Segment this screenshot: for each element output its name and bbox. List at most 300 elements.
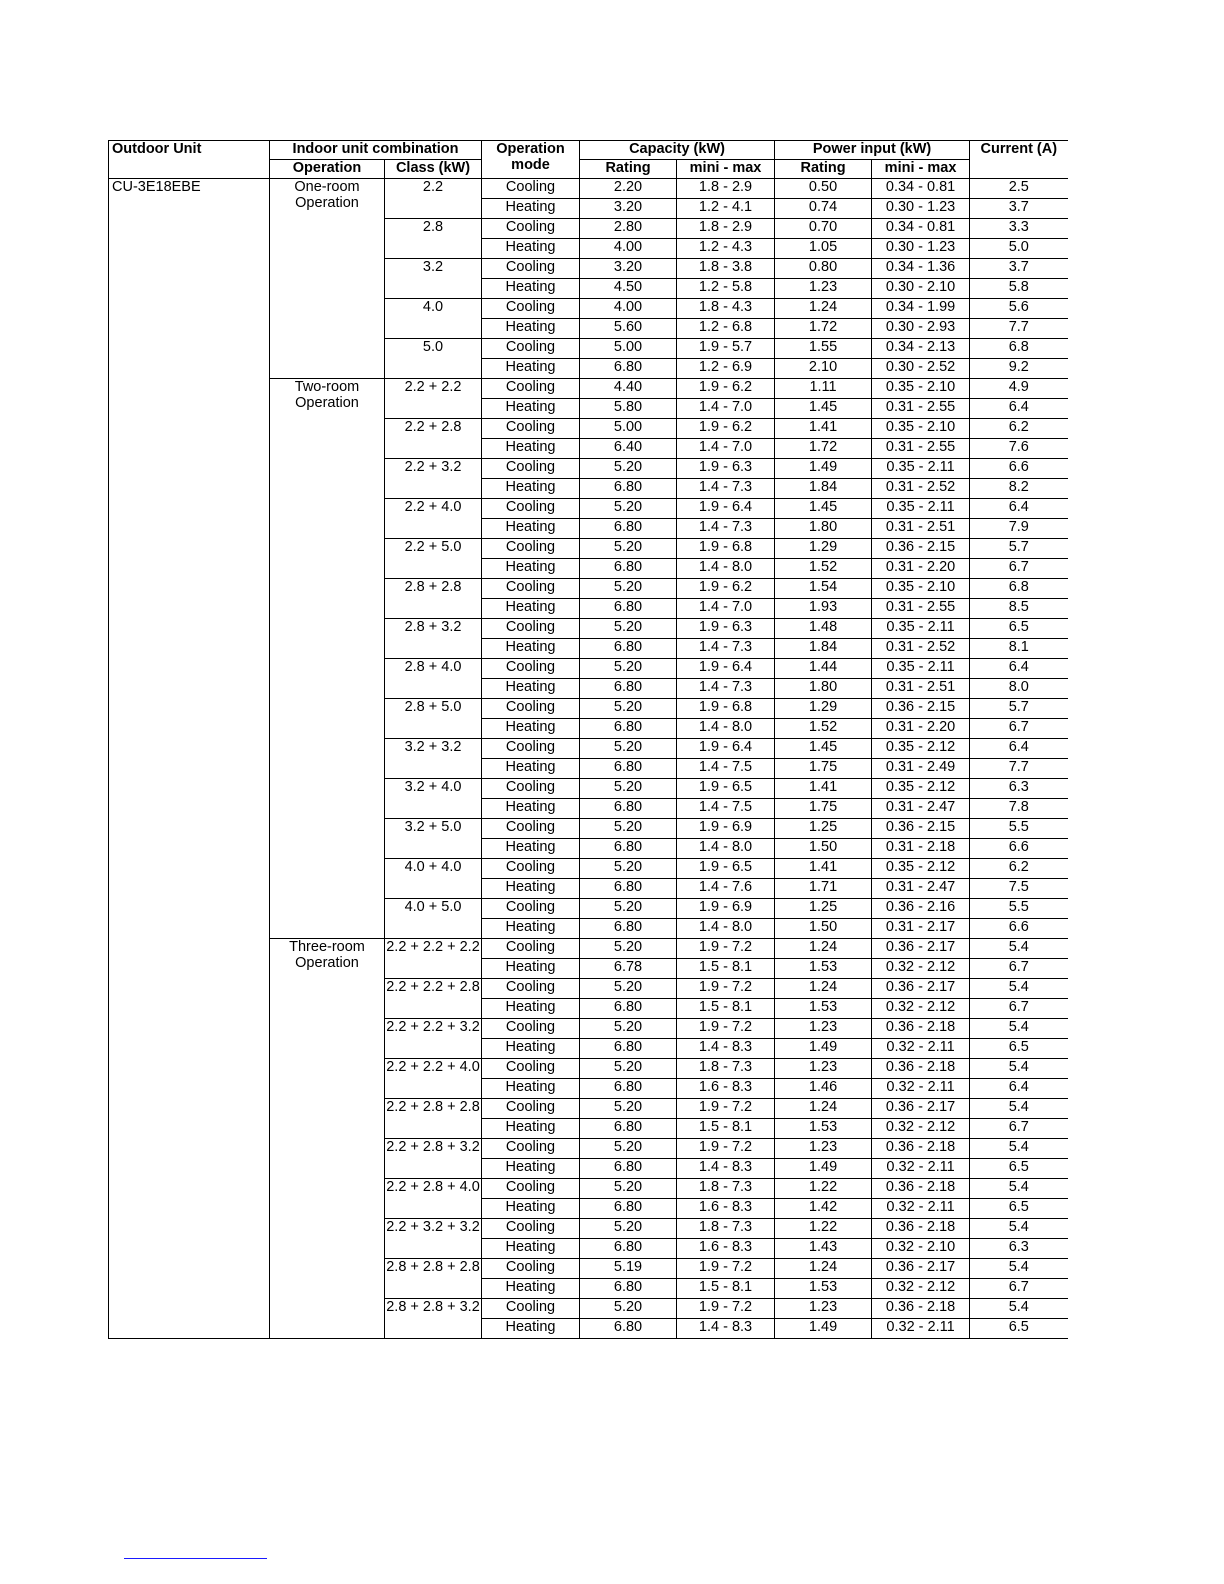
power-rating-cell: 1.41 [775, 779, 872, 799]
header-outdoor-unit: Outdoor Unit [109, 141, 270, 179]
current-cell: 7.9 [970, 519, 1068, 539]
capacity-range-cell: 1.4 - 7.0 [677, 599, 775, 619]
capacity-range-cell: 1.4 - 8.3 [677, 1319, 775, 1339]
mode-cell: Cooling [482, 619, 580, 639]
current-cell: 5.6 [970, 299, 1068, 319]
current-cell: 8.5 [970, 599, 1068, 619]
power-range-cell: 0.32 - 2.11 [872, 1319, 970, 1339]
power-rating-cell: 1.53 [775, 1119, 872, 1139]
mode-cell: Heating [482, 759, 580, 779]
table-row [109, 179, 1068, 199]
mode-cell: Heating [482, 1119, 580, 1139]
power-range-cell: 0.32 - 2.10 [872, 1239, 970, 1259]
power-rating-cell: 1.75 [775, 759, 872, 779]
current-cell: 6.6 [970, 919, 1068, 939]
power-range-cell: 0.30 - 2.52 [872, 359, 970, 379]
power-rating-cell: 1.44 [775, 659, 872, 679]
power-rating-cell: 1.23 [775, 279, 872, 299]
power-rating-cell: 1.11 [775, 379, 872, 399]
class-cell: 2.2 [385, 179, 482, 219]
header-current: Current (A) [970, 141, 1068, 179]
header-capacity: Capacity (kW) [580, 141, 775, 160]
current-cell: 5.5 [970, 819, 1068, 839]
power-rating-cell: 1.48 [775, 619, 872, 639]
class-cell: 2.2 + 3.2 + 3.2 [385, 1219, 482, 1259]
capacity-range-cell: 1.9 - 6.9 [677, 899, 775, 919]
capacity-range-cell: 1.8 - 3.8 [677, 259, 775, 279]
mode-cell: Cooling [482, 1259, 580, 1279]
capacity-rating-cell: 5.20 [580, 539, 677, 559]
class-cell: 2.8 + 2.8 + 3.2 [385, 1299, 482, 1339]
power-rating-cell: 2.10 [775, 359, 872, 379]
capacity-rating-cell: 6.80 [580, 559, 677, 579]
power-range-cell: 0.31 - 2.47 [872, 879, 970, 899]
capacity-rating-cell: 5.00 [580, 419, 677, 439]
capacity-rating-cell: 5.60 [580, 319, 677, 339]
mode-cell: Cooling [482, 499, 580, 519]
capacity-range-cell: 1.9 - 6.4 [677, 739, 775, 759]
header-power-range: mini - max [872, 160, 970, 179]
capacity-range-cell: 1.9 - 7.2 [677, 1019, 775, 1039]
capacity-range-cell: 1.4 - 8.0 [677, 559, 775, 579]
capacity-range-cell: 1.4 - 7.6 [677, 879, 775, 899]
capacity-rating-cell: 5.20 [580, 579, 677, 599]
capacity-rating-cell: 5.20 [580, 939, 677, 959]
power-range-cell: 0.31 - 2.52 [872, 639, 970, 659]
current-cell: 6.7 [970, 1279, 1068, 1299]
power-rating-cell: 1.29 [775, 539, 872, 559]
capacity-range-cell: 1.2 - 4.1 [677, 199, 775, 219]
class-cell: 3.2 + 3.2 [385, 739, 482, 779]
capacity-rating-cell: 5.20 [580, 619, 677, 639]
power-range-cell: 0.32 - 2.12 [872, 1119, 970, 1139]
power-rating-cell: 1.49 [775, 1039, 872, 1059]
power-range-cell: 0.31 - 2.18 [872, 839, 970, 859]
current-cell: 6.3 [970, 1239, 1068, 1259]
capacity-rating-cell: 5.19 [580, 1259, 677, 1279]
mode-cell: Heating [482, 1079, 580, 1099]
outdoor-unit-cell: CU-3E18EBE [109, 179, 270, 1339]
capacity-rating-cell: 6.80 [580, 639, 677, 659]
capacity-range-cell: 1.9 - 6.2 [677, 579, 775, 599]
power-rating-cell: 1.93 [775, 599, 872, 619]
power-rating-cell: 1.52 [775, 719, 872, 739]
class-cell: 2.2 + 2.2 + 2.8 [385, 979, 482, 1019]
power-range-cell: 0.32 - 2.12 [872, 999, 970, 1019]
mode-cell: Cooling [482, 259, 580, 279]
capacity-rating-cell: 6.40 [580, 439, 677, 459]
power-rating-cell: 1.53 [775, 959, 872, 979]
capacity-rating-cell: 5.00 [580, 339, 677, 359]
power-range-cell: 0.32 - 2.11 [872, 1079, 970, 1099]
capacity-rating-cell: 5.20 [580, 499, 677, 519]
capacity-range-cell: 1.4 - 7.0 [677, 439, 775, 459]
capacity-rating-cell: 5.20 [580, 1099, 677, 1119]
capacity-rating-cell: 3.20 [580, 259, 677, 279]
mode-cell: Cooling [482, 1019, 580, 1039]
capacity-range-cell: 1.4 - 8.0 [677, 839, 775, 859]
current-cell: 5.4 [970, 1219, 1068, 1239]
current-cell: 6.5 [970, 1159, 1068, 1179]
power-range-cell: 0.34 - 1.99 [872, 299, 970, 319]
class-cell: 5.0 [385, 339, 482, 379]
power-rating-cell: 1.55 [775, 339, 872, 359]
capacity-range-cell: 1.8 - 7.3 [677, 1179, 775, 1199]
mode-cell: Heating [482, 1199, 580, 1219]
capacity-rating-cell: 6.80 [580, 759, 677, 779]
capacity-rating-cell: 6.80 [580, 1319, 677, 1339]
current-cell: 3.7 [970, 259, 1068, 279]
current-cell: 5.4 [970, 979, 1068, 999]
capacity-range-cell: 1.9 - 6.4 [677, 659, 775, 679]
mode-cell: Heating [482, 359, 580, 379]
class-cell: 2.2 + 2.2 + 2.2 [385, 939, 482, 979]
current-cell: 6.4 [970, 399, 1068, 419]
capacity-range-cell: 1.9 - 6.3 [677, 619, 775, 639]
mode-cell: Cooling [482, 1139, 580, 1159]
power-range-cell: 0.36 - 2.18 [872, 1019, 970, 1039]
power-rating-cell: 1.25 [775, 819, 872, 839]
class-cell: 2.2 + 4.0 [385, 499, 482, 539]
power-range-cell: 0.36 - 2.17 [872, 939, 970, 959]
capacity-range-cell: 1.6 - 8.3 [677, 1199, 775, 1219]
capacity-rating-cell: 3.20 [580, 199, 677, 219]
current-cell: 5.4 [970, 1019, 1068, 1039]
operation-group-cell: Three-room Operation [270, 939, 385, 1339]
power-rating-cell: 1.41 [775, 419, 872, 439]
power-rating-cell: 1.29 [775, 699, 872, 719]
power-range-cell: 0.35 - 2.11 [872, 619, 970, 639]
power-range-cell: 0.32 - 2.12 [872, 959, 970, 979]
power-range-cell: 0.31 - 2.55 [872, 399, 970, 419]
mode-cell: Cooling [482, 979, 580, 999]
current-cell: 7.7 [970, 759, 1068, 779]
mode-cell: Cooling [482, 1299, 580, 1319]
mode-cell: Heating [482, 479, 580, 499]
capacity-range-cell: 1.5 - 8.1 [677, 1279, 775, 1299]
power-range-cell: 0.30 - 1.23 [872, 199, 970, 219]
current-cell: 6.7 [970, 959, 1068, 979]
class-cell: 2.8 + 2.8 [385, 579, 482, 619]
power-range-cell: 0.36 - 2.18 [872, 1179, 970, 1199]
mode-cell: Heating [482, 679, 580, 699]
class-cell: 2.2 + 3.2 [385, 459, 482, 499]
current-cell: 5.4 [970, 1059, 1068, 1079]
mode-cell: Cooling [482, 299, 580, 319]
power-range-cell: 0.36 - 2.15 [872, 819, 970, 839]
mode-cell: Heating [482, 1279, 580, 1299]
power-range-cell: 0.36 - 2.15 [872, 539, 970, 559]
capacity-range-cell: 1.9 - 7.2 [677, 1099, 775, 1119]
class-cell: 4.0 [385, 299, 482, 339]
capacity-range-cell: 1.9 - 6.3 [677, 459, 775, 479]
class-cell: 2.2 + 2.2 [385, 379, 482, 419]
class-cell: 2.8 + 2.8 + 2.8 [385, 1259, 482, 1299]
capacity-rating-cell: 6.80 [580, 719, 677, 739]
capacity-range-cell: 1.9 - 6.8 [677, 539, 775, 559]
power-range-cell: 0.35 - 2.10 [872, 579, 970, 599]
mode-cell: Cooling [482, 1219, 580, 1239]
mode-cell: Cooling [482, 699, 580, 719]
mode-cell: Heating [482, 519, 580, 539]
current-cell: 5.7 [970, 699, 1068, 719]
mode-cell: Cooling [482, 659, 580, 679]
table-body [109, 179, 1068, 1339]
current-cell: 6.8 [970, 339, 1068, 359]
capacity-rating-cell: 5.20 [580, 1299, 677, 1319]
mode-cell: Heating [482, 1239, 580, 1259]
power-rating-cell: 0.80 [775, 259, 872, 279]
class-cell: 2.2 + 2.8 + 4.0 [385, 1179, 482, 1219]
current-cell: 7.6 [970, 439, 1068, 459]
capacity-range-cell: 1.2 - 6.9 [677, 359, 775, 379]
mode-cell: Cooling [482, 579, 580, 599]
capacity-rating-cell: 6.80 [580, 1279, 677, 1299]
current-cell: 6.4 [970, 659, 1068, 679]
power-range-cell: 0.36 - 2.18 [872, 1219, 970, 1239]
power-rating-cell: 0.74 [775, 199, 872, 219]
power-rating-cell: 1.75 [775, 799, 872, 819]
power-range-cell: 0.34 - 0.81 [872, 219, 970, 239]
current-cell: 7.7 [970, 319, 1068, 339]
capacity-range-cell: 1.8 - 2.9 [677, 179, 775, 199]
mode-cell: Heating [482, 839, 580, 859]
power-range-cell: 0.36 - 2.18 [872, 1299, 970, 1319]
capacity-rating-cell: 2.20 [580, 179, 677, 199]
capacity-rating-cell: 6.80 [580, 999, 677, 1019]
power-range-cell: 0.31 - 2.17 [872, 919, 970, 939]
power-rating-cell: 1.49 [775, 459, 872, 479]
mode-cell: Heating [482, 1319, 580, 1339]
capacity-rating-cell: 6.80 [580, 1199, 677, 1219]
capacity-range-cell: 1.5 - 8.1 [677, 1119, 775, 1139]
class-cell: 2.2 + 5.0 [385, 539, 482, 579]
capacity-range-cell: 1.4 - 7.0 [677, 399, 775, 419]
capacity-rating-cell: 6.80 [580, 1119, 677, 1139]
power-range-cell: 0.35 - 2.12 [872, 739, 970, 759]
class-cell: 3.2 + 4.0 [385, 779, 482, 819]
mode-cell: Cooling [482, 939, 580, 959]
header-power-input: Power input (kW) [775, 141, 970, 160]
current-cell: 6.4 [970, 1079, 1068, 1099]
power-rating-cell: 1.05 [775, 239, 872, 259]
power-range-cell: 0.35 - 2.11 [872, 659, 970, 679]
power-rating-cell: 1.24 [775, 1259, 872, 1279]
power-range-cell: 0.30 - 2.10 [872, 279, 970, 299]
power-range-cell: 0.32 - 2.11 [872, 1159, 970, 1179]
mode-cell: Cooling [482, 1059, 580, 1079]
power-rating-cell: 1.53 [775, 999, 872, 1019]
current-cell: 7.8 [970, 799, 1068, 819]
power-range-cell: 0.34 - 2.13 [872, 339, 970, 359]
power-range-cell: 0.34 - 0.81 [872, 179, 970, 199]
mode-cell: Cooling [482, 739, 580, 759]
capacity-rating-cell: 6.80 [580, 919, 677, 939]
power-rating-cell: 0.70 [775, 219, 872, 239]
current-cell: 5.4 [970, 1139, 1068, 1159]
capacity-rating-cell: 6.80 [580, 1039, 677, 1059]
current-cell: 9.2 [970, 359, 1068, 379]
capacity-rating-cell: 5.20 [580, 1179, 677, 1199]
capacity-range-cell: 1.8 - 7.3 [677, 1219, 775, 1239]
capacity-range-cell: 1.9 - 6.2 [677, 379, 775, 399]
power-range-cell: 0.31 - 2.20 [872, 719, 970, 739]
mode-cell: Cooling [482, 219, 580, 239]
capacity-range-cell: 1.9 - 6.9 [677, 819, 775, 839]
capacity-range-cell: 1.8 - 7.3 [677, 1059, 775, 1079]
operation-group-cell: One-room Operation [270, 179, 385, 379]
capacity-range-cell: 1.4 - 7.5 [677, 759, 775, 779]
current-cell: 3.3 [970, 219, 1068, 239]
mode-cell: Heating [482, 919, 580, 939]
capacity-rating-cell: 4.00 [580, 299, 677, 319]
power-rating-cell: 1.54 [775, 579, 872, 599]
capacity-rating-cell: 5.20 [580, 739, 677, 759]
power-range-cell: 0.34 - 1.36 [872, 259, 970, 279]
capacity-rating-cell: 5.20 [580, 979, 677, 999]
capacity-rating-cell: 6.80 [580, 879, 677, 899]
mode-cell: Heating [482, 1039, 580, 1059]
power-rating-cell: 1.24 [775, 979, 872, 999]
mode-cell: Heating [482, 999, 580, 1019]
capacity-rating-cell: 5.20 [580, 459, 677, 479]
capacity-rating-cell: 5.20 [580, 779, 677, 799]
power-rating-cell: 1.50 [775, 919, 872, 939]
power-range-cell: 0.35 - 2.12 [872, 779, 970, 799]
capacity-range-cell: 1.4 - 7.3 [677, 519, 775, 539]
power-range-cell: 0.31 - 2.51 [872, 519, 970, 539]
class-cell: 2.8 + 4.0 [385, 659, 482, 699]
capacity-rating-cell: 6.80 [580, 679, 677, 699]
header-capacity-range: mini - max [677, 160, 775, 179]
mode-cell: Heating [482, 599, 580, 619]
current-cell: 6.5 [970, 1319, 1068, 1339]
current-cell: 3.7 [970, 199, 1068, 219]
power-range-cell: 0.35 - 2.11 [872, 459, 970, 479]
class-cell: 4.0 + 4.0 [385, 859, 482, 899]
mode-cell: Cooling [482, 1099, 580, 1119]
current-cell: 7.5 [970, 879, 1068, 899]
class-cell: 3.2 + 5.0 [385, 819, 482, 859]
current-cell: 6.7 [970, 999, 1068, 1019]
power-range-cell: 0.36 - 2.17 [872, 1099, 970, 1119]
mode-cell: Heating [482, 959, 580, 979]
current-cell: 8.0 [970, 679, 1068, 699]
power-range-cell: 0.32 - 2.12 [872, 1279, 970, 1299]
current-cell: 6.3 [970, 779, 1068, 799]
power-rating-cell: 1.71 [775, 879, 872, 899]
capacity-rating-cell: 5.20 [580, 1219, 677, 1239]
capacity-range-cell: 1.5 - 8.1 [677, 999, 775, 1019]
power-rating-cell: 0.50 [775, 179, 872, 199]
header-capacity-rating: Rating [580, 160, 677, 179]
capacity-range-cell: 1.4 - 7.3 [677, 639, 775, 659]
capacity-range-cell: 1.4 - 7.3 [677, 679, 775, 699]
power-range-cell: 0.31 - 2.49 [872, 759, 970, 779]
current-cell: 5.0 [970, 239, 1068, 259]
power-rating-cell: 1.24 [775, 1099, 872, 1119]
current-cell: 6.5 [970, 619, 1068, 639]
power-rating-cell: 1.25 [775, 899, 872, 919]
capacity-rating-cell: 6.80 [580, 1079, 677, 1099]
power-range-cell: 0.30 - 1.23 [872, 239, 970, 259]
capacity-range-cell: 1.4 - 8.0 [677, 719, 775, 739]
mode-cell: Cooling [482, 459, 580, 479]
power-range-cell: 0.35 - 2.11 [872, 499, 970, 519]
current-cell: 5.4 [970, 1299, 1068, 1319]
capacity-rating-cell: 5.20 [580, 1059, 677, 1079]
current-cell: 6.5 [970, 1199, 1068, 1219]
power-rating-cell: 1.50 [775, 839, 872, 859]
power-range-cell: 0.31 - 2.47 [872, 799, 970, 819]
class-cell: 3.2 [385, 259, 482, 299]
current-cell: 5.4 [970, 1099, 1068, 1119]
power-rating-cell: 1.49 [775, 1319, 872, 1339]
mode-cell: Heating [482, 439, 580, 459]
power-rating-cell: 1.52 [775, 559, 872, 579]
power-rating-cell: 1.23 [775, 1059, 872, 1079]
power-range-cell: 0.36 - 2.18 [872, 1139, 970, 1159]
header-class: Class (kW) [385, 160, 482, 179]
power-rating-cell: 1.80 [775, 679, 872, 699]
mode-cell: Heating [482, 1159, 580, 1179]
current-cell: 6.8 [970, 579, 1068, 599]
capacity-range-cell: 1.9 - 7.2 [677, 1299, 775, 1319]
spec-table [108, 140, 1068, 1339]
power-range-cell: 0.31 - 2.55 [872, 599, 970, 619]
capacity-rating-cell: 6.80 [580, 359, 677, 379]
header-indoor-combination: Indoor unit combination [270, 141, 482, 160]
current-cell: 6.7 [970, 719, 1068, 739]
capacity-range-cell: 1.5 - 8.1 [677, 959, 775, 979]
capacity-range-cell: 1.6 - 8.3 [677, 1239, 775, 1259]
power-rating-cell: 1.22 [775, 1179, 872, 1199]
current-cell: 6.2 [970, 419, 1068, 439]
capacity-range-cell: 1.9 - 7.2 [677, 1139, 775, 1159]
power-range-cell: 0.31 - 2.52 [872, 479, 970, 499]
capacity-range-cell: 1.9 - 6.8 [677, 699, 775, 719]
mode-cell: Heating [482, 799, 580, 819]
header-operation-mode: Operation mode [482, 141, 580, 179]
capacity-rating-cell: 5.20 [580, 899, 677, 919]
mode-cell: Cooling [482, 179, 580, 199]
capacity-rating-cell: 5.80 [580, 399, 677, 419]
current-cell: 4.9 [970, 379, 1068, 399]
class-cell: 2.2 + 2.8 + 2.8 [385, 1099, 482, 1139]
capacity-rating-cell: 6.80 [580, 479, 677, 499]
power-rating-cell: 1.53 [775, 1279, 872, 1299]
current-cell: 5.7 [970, 539, 1068, 559]
current-cell: 8.2 [970, 479, 1068, 499]
capacity-range-cell: 1.9 - 6.5 [677, 779, 775, 799]
mode-cell: Cooling [482, 819, 580, 839]
power-range-cell: 0.30 - 2.93 [872, 319, 970, 339]
power-range-cell: 0.31 - 2.55 [872, 439, 970, 459]
power-rating-cell: 1.45 [775, 499, 872, 519]
current-cell: 6.7 [970, 1119, 1068, 1139]
capacity-rating-cell: 5.20 [580, 859, 677, 879]
footnote-rule [124, 1558, 267, 1559]
capacity-range-cell: 1.2 - 5.8 [677, 279, 775, 299]
capacity-range-cell: 1.9 - 7.2 [677, 939, 775, 959]
current-cell: 6.7 [970, 559, 1068, 579]
power-range-cell: 0.36 - 2.16 [872, 899, 970, 919]
mode-cell: Cooling [482, 339, 580, 359]
power-range-cell: 0.31 - 2.51 [872, 679, 970, 699]
power-rating-cell: 1.23 [775, 1019, 872, 1039]
power-range-cell: 0.31 - 2.20 [872, 559, 970, 579]
mode-cell: Cooling [482, 1179, 580, 1199]
